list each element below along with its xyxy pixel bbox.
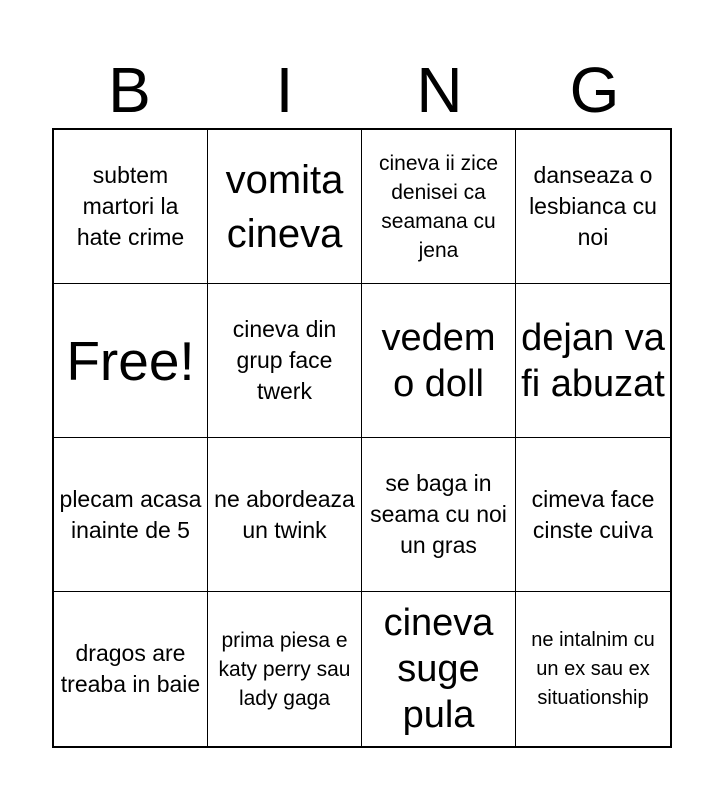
bingo-cell[interactable]	[54, 592, 208, 746]
cell-text: ne abordeaza un twink	[214, 485, 355, 543]
bingo-header	[52, 52, 672, 128]
bingo-cell[interactable]	[362, 130, 516, 284]
bingo-cell[interactable]	[208, 438, 362, 592]
cell-text: cimeva face cinste cuiva	[531, 485, 655, 543]
header-letter-i: I	[275, 54, 294, 126]
cell-text: Free!	[66, 329, 195, 392]
bingo-cell[interactable]	[516, 592, 670, 746]
header-letter-n: N	[416, 54, 463, 126]
bingo-cell[interactable]	[362, 284, 516, 438]
cell-text: cineva suge pula	[383, 602, 494, 736]
bingo-cell[interactable]	[54, 130, 208, 284]
cell-text: cineva ii zice denisei ca seamana cu jena	[378, 151, 499, 262]
bingo-cell[interactable]	[208, 592, 362, 746]
bingo-cell[interactable]	[516, 438, 670, 592]
cell-text: danseaza o lesbianca cu noi	[529, 162, 657, 250]
cell-text: vomita cineva	[225, 157, 344, 256]
bingo-cell[interactable]	[362, 592, 516, 746]
cell-text: ne intalnim cu un ex sau ex situationship	[531, 628, 655, 709]
bingo-grid	[52, 128, 672, 748]
bingo-cell[interactable]	[208, 284, 362, 438]
bingo-cell[interactable]	[516, 130, 670, 284]
cell-text: vedem o doll	[381, 316, 496, 405]
bingo-cell[interactable]	[516, 284, 670, 438]
header-letter-g: G	[569, 54, 620, 126]
cell-text: cineva din grup face twerk	[232, 316, 337, 404]
bingo-cell[interactable]	[54, 438, 208, 592]
cell-text: plecam acasa inainte de 5	[59, 485, 202, 543]
bingo-cell[interactable]	[208, 130, 362, 284]
cell-text: dejan va fi abuzat	[521, 316, 665, 405]
bingo-cell[interactable]	[362, 438, 516, 592]
cell-text: dragos are treaba in baie	[60, 640, 201, 697]
header-letter-b: B	[108, 54, 151, 126]
cell-text: se baga in seama cu noi un gras	[370, 470, 507, 558]
free-cell[interactable]	[54, 284, 208, 438]
cell-text: prima piesa e katy perry sau lady gaga	[218, 628, 351, 710]
cell-text: subtem martori la hate crime	[76, 162, 185, 250]
